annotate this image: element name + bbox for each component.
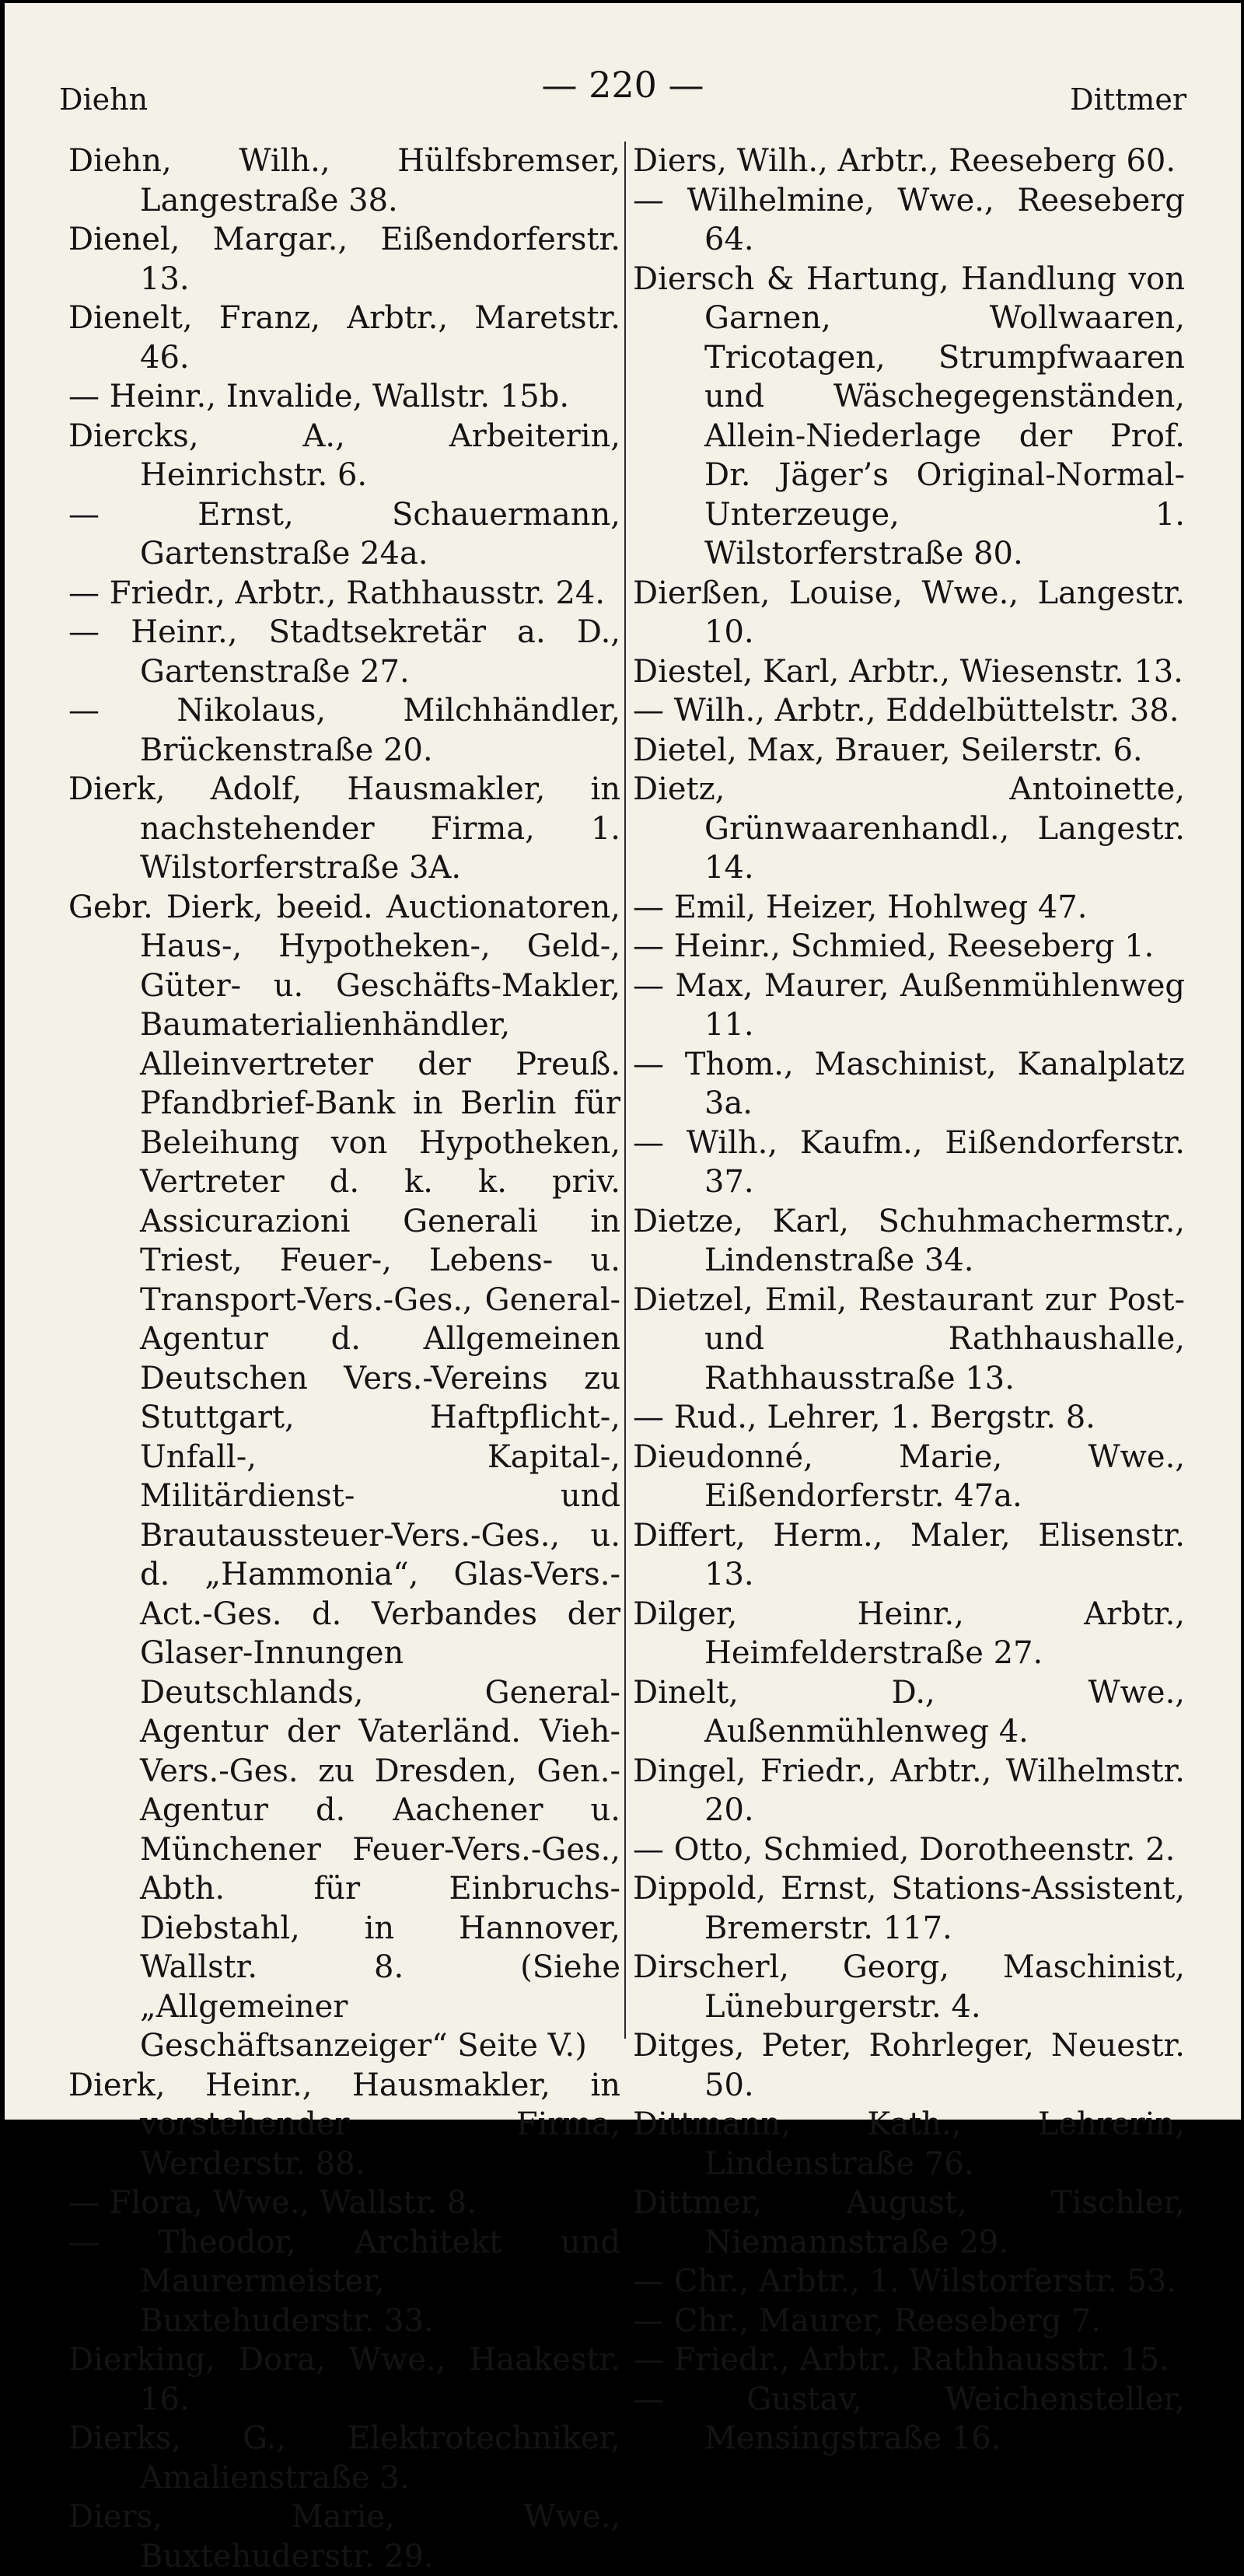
directory-entry: — Gustav, Weichensteller, Mensingstraße 16. <box>633 2381 1185 2456</box>
directory-entry: — Max, Maurer, Außenmühlenweg 11. <box>633 967 1185 1043</box>
directory-entry: Dilger, Heinr., Arbtr., Heimfelderstraße 27. <box>633 1596 1185 1671</box>
directory-entry: Dietz, Antoinette, Grünwaarenhandl., Langestr. 14. <box>633 771 1185 886</box>
directory-entry: — Wilh., Arbtr., Eddelbüttelstr. 38. <box>633 693 1179 729</box>
directory-entry: Dierk, Adolf, Hausmakler, in nachstehender Firma, 1. Wilstorferstraße 3A. <box>68 771 620 886</box>
directory-entry: — Thom., Maschinist, Kanalplatz 3a. <box>633 1046 1185 1121</box>
directory-entry: — Chr., Arbtr., 1. Wilstorferstr. 53. <box>633 2263 1177 2299</box>
directory-entry: Dingel, Friedr., Arbtr., Wilhelmstr. 20. <box>633 1753 1185 1828</box>
directory-entry: — Nikolaus, Milchhändler, Brückenstraße 20. <box>68 693 620 768</box>
directory-entry: — Otto, Schmied, Dorotheenstr. 2. <box>633 1831 1176 1868</box>
directory-entry: — Heinr., Schmied, Reeseberg 1. <box>633 928 1155 964</box>
header-left-catchword: Diehn <box>59 82 149 117</box>
directory-entry: — Emil, Heizer, Hohlweg 47. <box>633 889 1088 925</box>
directory-entry: — Rud., Lehrer, 1. Bergstr. 8. <box>633 1400 1095 1435</box>
directory-entry: Dierk, Heinr., Hausmakler, in vorstehender Firma, Werderstr. 88. <box>68 2067 620 2182</box>
directory-entry: Dinelt, D., Wwe., Außenmühlenweg 4. <box>633 1674 1185 1749</box>
directory-entry: Diestel, Karl, Arbtr., Wiesenstr. 13. <box>633 653 1183 690</box>
directory-entry: Dierks, G., Elektrotechniker, Amalienstraße 3. <box>68 2420 620 2496</box>
directory-entry: Dietze, Karl, Schuhmachermstr., Lindenstraße 34. <box>633 1203 1185 1278</box>
directory-entry-firm: Gebr. Dierk, beeid. Auctionatoren, Haus-, Hypotheken-, Geld-, Güter- u. Geschäfts-Makler, Baumaterialienhändler, Alleinvertreter der Preuß. Pfandbrief-Bank in Berlin für Beleihung von Hypotheken, Vertreter d. k. k. priv. Assicurazioni Generali in Triest, Feuer-, Lebens- u. Transport-Vers.-Ges., General-Agentur d. Allgemeinen Deutschen Vers.-Vereins zu Stuttgart, Haftpflicht-, Unfall-, Kapital-, Militärdienst- und Brautaussteuer-Vers.-Ges., u. d. „Hammonia“, Glas-Vers.-Act.-Ges. d. Verbandes der Glaser-Innungen Deutschlands, General-Agentur der Vaterländ. Vieh-Vers.-Ges. zu Dresden, Gen.-Agentur d. Aachener u. Münchener Feuer-Vers.-Ges., Abth. für Einbruchs-Diebstahl, in Hannover, Wallstr. 8. (Siehe „Allgemeiner Geschäftsanzeiger“ Seite V.) <box>68 889 620 2064</box>
directory-entry: Differt, Herm., Maler, Elisenstr. 13. <box>633 1517 1185 1592</box>
directory-entry: Dittmer, August, Tischler, Niemannstraße 29. <box>633 2185 1185 2260</box>
directory-entry: — Wilhelmine, Wwe., Reeseberg 64. <box>633 182 1185 257</box>
directory-entry: — Friedr., Arbtr., Rathhausstr. 24. <box>68 575 606 611</box>
right-column <box>633 142 1185 2459</box>
directory-entry: Dietzel, Emil, Restaurant zur Post- und Rathhaushalle, Rathhausstraße 13. <box>633 1281 1185 1396</box>
column-divider <box>624 142 626 2039</box>
header-right-catchword: Dittmer <box>1070 82 1186 117</box>
page-number: — 220 — <box>541 64 704 106</box>
directory-entry: Dienel, Margar., Eißendorferstr. 13. <box>68 222 620 297</box>
directory-entry: — Ernst, Schauermann, Gartenstraße 24a. <box>68 496 620 571</box>
directory-entry: Dierßen, Louise, Wwe., Langestr. 10. <box>633 575 1185 650</box>
directory-entry: — Heinr., Invalide, Wallstr. 15b. <box>68 379 570 414</box>
page-header <box>59 64 1186 118</box>
directory-entry: Ditges, Peter, Rohrleger, Neuestr. 50. <box>633 2028 1185 2103</box>
directory-entry: Diercks, A., Arbeiterin, Heinrichstr. 6. <box>68 418 620 493</box>
directory-entry: Diehn, Wilh., Hülfsbremser, Langestraße 38. <box>68 143 620 218</box>
directory-entry: — Wilh., Kaufm., Eißendorferstr. 37. <box>633 1124 1185 1200</box>
left-column <box>68 142 620 2576</box>
directory-entry: Diers, Wilh., Arbtr., Reeseberg 60. <box>633 143 1176 179</box>
directory-entry: Diers, Marie, Wwe., Buxtehuderstr. 29. <box>68 2499 620 2574</box>
directory-entry: Dienelt, Franz, Arbtr., Maretstr. 46. <box>68 300 620 376</box>
directory-entry: — Flora, Wwe., Wallstr. 8. <box>68 2185 477 2221</box>
directory-entry: — Friedr., Arbtr., Rathhausstr. 15. <box>633 2342 1170 2378</box>
directory-entry: Dirscherl, Georg, Maschinist, Lüneburgerstr. 4. <box>633 1949 1185 2025</box>
directory-entry: — Chr., Maurer, Reeseberg 7. <box>633 2302 1102 2339</box>
directory-entry: — Heinr., Stadtsekretär a. D., Gartenstraße 27. <box>68 614 620 690</box>
directory-entry: Dieudonné, Marie, Wwe., Eißendorferstr. 47a. <box>633 1438 1185 1514</box>
directory-entry: Dittmann, Kath., Lehrerin, Lindenstraße 76. <box>633 2106 1185 2182</box>
directory-entry: Dierking, Dora, Wwe., Haakestr. 16. <box>68 2342 620 2417</box>
directory-entry: — Theodor, Architekt und Maurermeister, Buxtehuderstr. 33. <box>68 2224 620 2339</box>
directory-entry: Dippold, Ernst, Stations-Assistent, Bremerstr. 117. <box>633 1871 1185 1946</box>
directory-entry: Dietel, Max, Brauer, Seilerstr. 6. <box>633 732 1143 768</box>
directory-page <box>5 3 1241 2574</box>
directory-entry: Diersch & Hartung, Handlung von Garnen, Wollwaaren, Tricotagen, Strumpfwaaren und Wäschegegenständen, Allein-Niederlage der Prof. Dr. Jäger’s Original-Normal-Unterzeuge, 1. Wilstorferstraße 80. <box>633 260 1185 571</box>
